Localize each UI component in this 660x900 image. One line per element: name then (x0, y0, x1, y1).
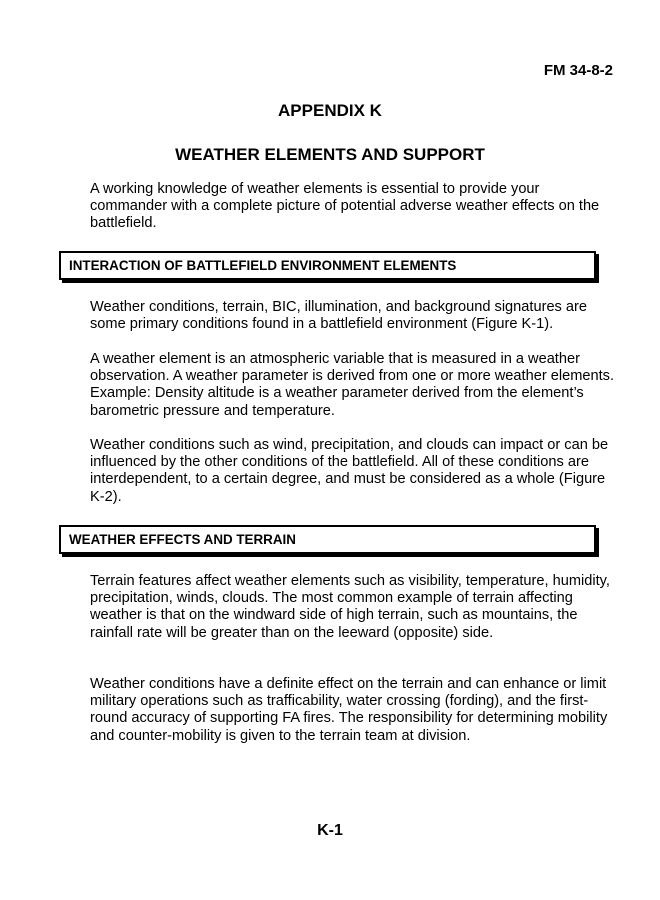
appendix-title: APPENDIX K (278, 101, 382, 120)
paragraph-terrain-1: Terrain features affect weather elements such as visibility, temperature, humidity, precipitation, winds, clouds. The most common example of terrain affecting weather is that on the windward side of high terrain, such as mountains, the rainfall rate will be greater than on the leeward (opposite) side. (90, 573, 610, 641)
page-header-manual-id: FM 34-8-2 (543, 62, 613, 79)
section-heading-battlefield-elements (59, 251, 596, 280)
paragraph-battlefield-2: A weather element is an atmospheric variable that is measured in a weather observation. A weather parameter is derived from one or more weather elements. Example: Density altitude is a weather parameter derived from the element’s barometric pressure and temperature. (90, 351, 615, 419)
paragraph-battlefield-3: Weather conditions such as wind, precipitation, and clouds can impact or can be influenced by the other conditions of the battlefield. All of these conditions are interdependent, to a certain degree, and must be considered as a whole (Figure K-2). (90, 437, 609, 505)
paragraph-battlefield-1: Weather conditions, terrain, BIC, illumination, and background signatures are some primary conditions found in a battlefield environment (Figure K-1). (90, 299, 587, 333)
paragraph-terrain-2: Weather conditions have a definite effect on the terrain and can enhance or limit military operations such as trafficability, water crossing (fording), and the first-round accuracy of supporting FA fires. The responsibility for determining mobility and counter-mobility is given to the terrain team at division. (90, 676, 608, 744)
section-heading-weather-terrain (59, 525, 596, 554)
section-heading-text: WEATHER EFFECTS AND TERRAIN (69, 532, 296, 547)
page-footer-number: K-1 (317, 822, 343, 839)
intro-paragraph: A working knowledge of weather elements is essential to provide your commander with a complete picture of potential adverse weather effects on the battlefield. (90, 181, 600, 232)
section-heading-text: INTERACTION OF BATTLEFIELD ENVIRONMENT ELEMENTS (69, 258, 457, 273)
appendix-subtitle: WEATHER ELEMENTS AND SUPPORT (175, 145, 485, 164)
